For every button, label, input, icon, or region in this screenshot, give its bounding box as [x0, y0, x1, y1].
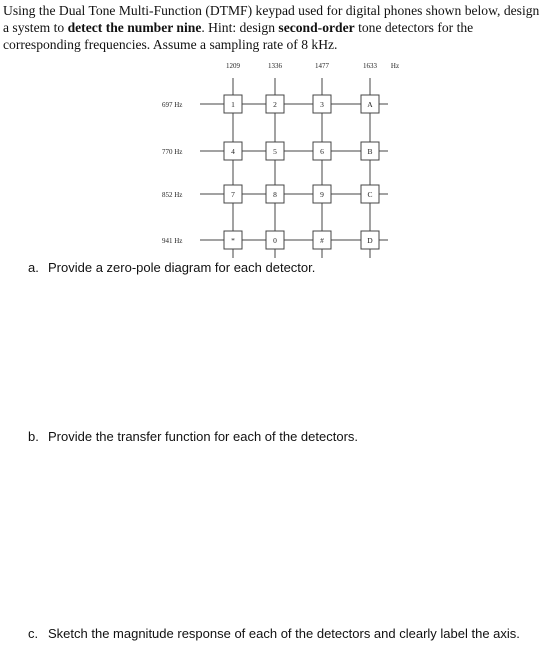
- key-label: 9: [320, 190, 324, 199]
- key-label: D: [367, 236, 373, 245]
- key-label: A: [367, 100, 373, 109]
- question-a-letter: a.: [28, 260, 39, 275]
- row-frequency-label: 941 Hz: [162, 237, 183, 245]
- row-frequency-label: 697 Hz: [162, 101, 183, 109]
- key-label: 3: [320, 100, 324, 109]
- column-frequency-label: 1633: [363, 62, 377, 70]
- question-c-letter: c.: [28, 626, 39, 641]
- column-frequency-label: 1209: [226, 62, 240, 70]
- row-frequency-label: 770 Hz: [162, 148, 183, 156]
- question-a: [28, 260, 315, 276]
- key-label: C: [367, 190, 373, 199]
- intro-bold-1: detect the number nine: [67, 20, 202, 35]
- key-label: *: [231, 236, 235, 245]
- row-frequency-label: 852 Hz: [162, 191, 183, 199]
- key-label: 5: [273, 147, 277, 156]
- question-b: [28, 429, 358, 445]
- column-frequency-label: 1477: [315, 62, 329, 70]
- key-label: 7: [231, 190, 235, 199]
- key-label: 8: [273, 190, 277, 199]
- key-label: 4: [231, 147, 235, 156]
- intro-text-1: Using the Dual Tone Multi-Function (DTMF) keypad used for digital phones shown below, design a system to: [3, 3, 540, 35]
- key-label: B: [367, 147, 373, 156]
- question-a-text: Provide a zero-pole diagram for each detector.: [48, 260, 316, 275]
- key-label: 1: [231, 100, 235, 109]
- key-label: #: [320, 236, 324, 245]
- question-c: [28, 626, 520, 642]
- question-c-text: Sketch the magnitude response of each of the detectors and clearly label the axis.: [48, 626, 520, 641]
- dtmf-keypad-diagram: [0, 0, 545, 270]
- column-unit-label: Hz: [390, 62, 400, 70]
- question-b-letter: b.: [28, 429, 39, 444]
- key-label: 0: [273, 236, 277, 245]
- key-label: 2: [273, 100, 277, 109]
- intro-text-3: tone detectors for the corresponding frequencies. Assume a sampling rate of 8 kHz.: [3, 20, 474, 52]
- key-label: 6: [320, 147, 324, 156]
- intro-text-2: . Hint: design: [201, 20, 279, 35]
- intro-bold-2: second-order: [278, 20, 355, 35]
- question-b-text: Provide the transfer function for each of the detectors.: [48, 429, 359, 444]
- column-frequency-label: 1336: [268, 62, 282, 70]
